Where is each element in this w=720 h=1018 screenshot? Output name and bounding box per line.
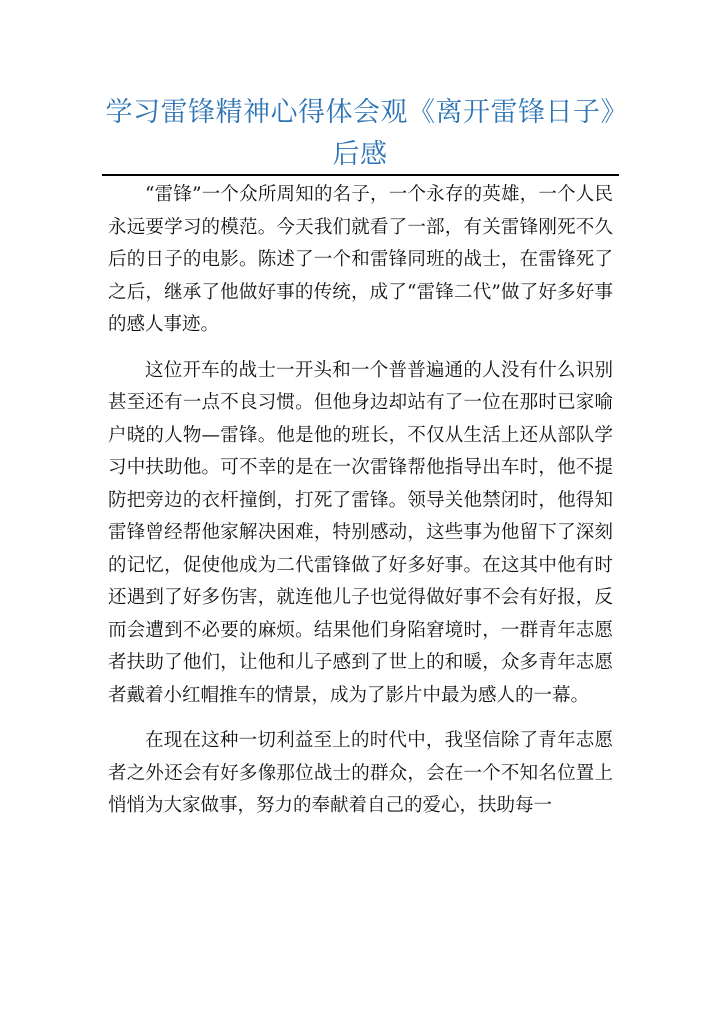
paragraph-1: “雷锋”一个众所周知的名子，一个永存的英雄，一个人民永远要学习的模范。今天我们就看了一部，有关雷锋刚死不久后的日子的电影。陈述了一个和雷锋同班的战士，在雷锋死了之后，继承了他做好事的传统，成了“雷锋二代”做了好多好事的感人事迹。 [108,184,613,335]
document-body [108,179,613,836]
title-divider [102,174,619,176]
paragraph-2: 这位开车的战士一开头和一个普普遍通的人没有什么识别甚至还有一点不良习惯。但他身边却站有了一位在那时已家喻户晓的人物—雷锋。他是他的班长，不仅从生活上还从部队学习中扶助他。可不幸的是在一次雷锋帮他指导出车时，他不提防把旁边的衣杆撞倒，打死了雷锋。领导关他禁闭时，他得知雷锋曾经帮他家解决困难，特别感动，这些事为他留下了深刻的记忆，促使他成为二代雷锋做了好多好事。在这其中他有时还遇到了好多伤害，就连他儿子也觉得做好事不会有好报，反而会遭到不必要的麻烦。结果他们身陷窘境时，一群青年志愿者扶助了他们，让他和儿子感到了世上的和暖，众多青年志愿者戴着小红帽推车的情景，成为了影片中最为感人的一幕。 [108,359,613,706]
document-title: 学习雷锋精神心得体会观《离开雷锋日子》后感 [105,97,615,170]
paragraph-3: 在现在这种一切利益至上的时代中，我坚信除了青年志愿者之外还会有好多像那位战士的群众，会在一个不知名位置上悄悄为大家做事，努力的奉献着自己的爱心，扶助每一 [108,730,613,816]
